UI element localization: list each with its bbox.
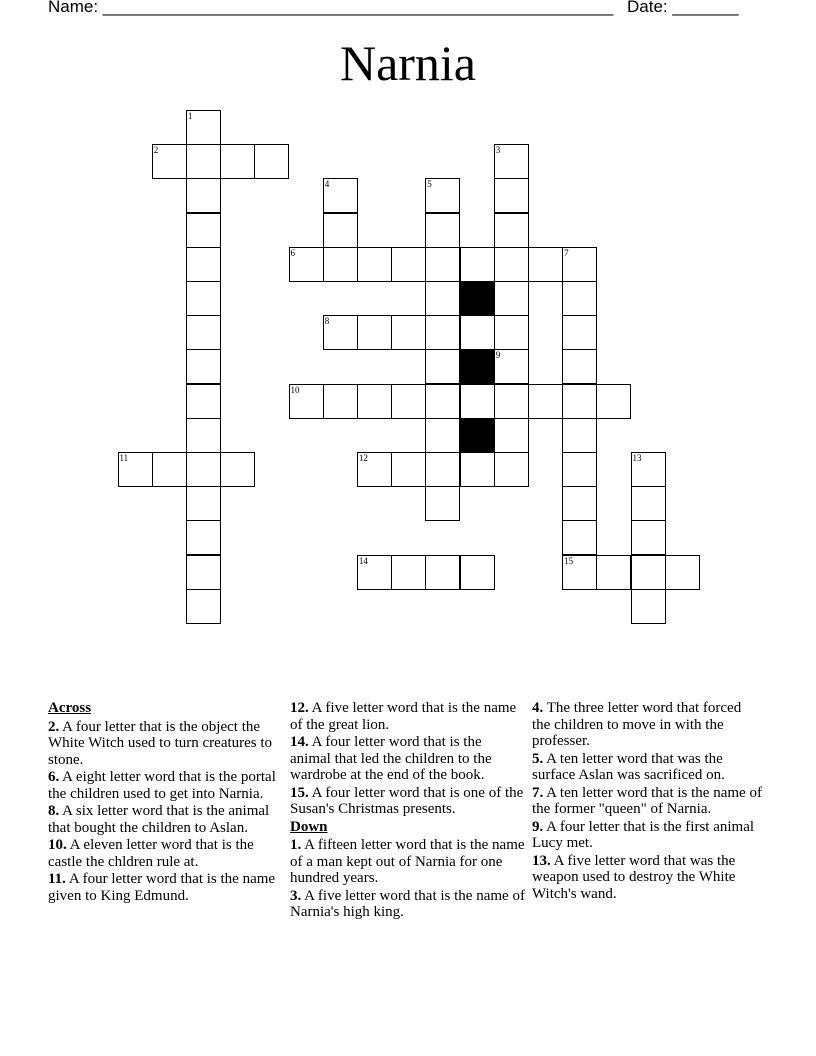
clue-item-text: A five letter word that is the name of the great lion. (290, 700, 517, 733)
grid-cell[interactable] (425, 281, 460, 316)
blocked-cell (460, 281, 495, 316)
grid-cell[interactable] (391, 555, 426, 590)
grid-cell[interactable] (460, 315, 495, 350)
clue-item-text: A five letter word that was the weapon used to destroy the White Witch's wand. (532, 852, 736, 902)
clue-item-number: 13. (532, 852, 551, 869)
clue-number: 14 (358, 555, 368, 566)
grid-cell[interactable] (220, 452, 255, 487)
grid-cell[interactable] (562, 555, 597, 590)
clue-item (48, 769, 283, 802)
grid-cell[interactable] (425, 384, 460, 419)
grid-cell[interactable] (425, 247, 460, 282)
grid-cell[interactable] (494, 281, 529, 316)
clue-item-number: 4. (532, 700, 544, 716)
clue-item-number: 7. (532, 784, 544, 801)
grid-cell[interactable] (186, 144, 221, 179)
clue-item-number: 9. (532, 818, 544, 835)
clue-item-text: A ten letter word that is the name of the former "queen" of Narnia. (532, 784, 762, 817)
grid-cell[interactable] (596, 384, 631, 419)
clue-item (290, 734, 525, 784)
clues-column-3 (532, 700, 762, 903)
clue-item (48, 719, 283, 769)
grid-cell[interactable] (391, 315, 426, 350)
across-clue-list (48, 719, 283, 905)
grid-cell[interactable] (528, 384, 563, 419)
grid-cell[interactable] (460, 555, 495, 590)
clue-item-text: A four letter word that is the animal that led the children to the wardrobe at the end of the book. (290, 734, 492, 783)
clue-number: 6 (290, 247, 295, 258)
clue-item-number: 8. (48, 803, 60, 819)
clue-number: 12 (358, 453, 368, 463)
clues-column-1 (48, 700, 283, 905)
grid-cell[interactable] (631, 486, 666, 521)
clue-item-text: A four letter that is the first animal Lucy met. (532, 818, 755, 851)
down-clue-list-continued (532, 700, 762, 902)
grid-cell[interactable] (391, 452, 426, 487)
clue-item-number: 6. (48, 769, 60, 785)
across-clue-list-continued (290, 700, 525, 818)
clue-number: 2 (153, 145, 159, 156)
clue-item-number: 2. (48, 718, 60, 735)
grid-cell[interactable] (186, 247, 221, 282)
grid-cell[interactable] (425, 315, 460, 350)
grid-cell[interactable] (186, 281, 221, 316)
clue-item-text: A four letter word that is one of the Susan's Christmas presents. (290, 784, 524, 817)
grid-cell[interactable] (494, 384, 529, 419)
grid-cell[interactable] (289, 247, 324, 282)
clue-item (290, 888, 525, 921)
clue-number: 4 (324, 179, 330, 190)
grid-cell[interactable] (186, 178, 221, 213)
grid-cell[interactable] (357, 452, 392, 487)
grid-cell[interactable] (425, 178, 460, 213)
grid-cell[interactable] (357, 247, 392, 282)
grid-cell[interactable] (425, 418, 460, 453)
grid-cell[interactable] (562, 384, 597, 419)
grid-cell[interactable] (425, 452, 460, 487)
grid-cell[interactable] (562, 349, 597, 384)
grid-cell[interactable] (494, 452, 529, 487)
clue-number: 13 (632, 453, 642, 463)
clue-item-number: 15. (290, 784, 309, 801)
clue-number: 9 (495, 350, 501, 361)
grid-cell[interactable] (391, 247, 426, 282)
grid-cell[interactable] (596, 555, 631, 590)
clue-number: 15 (564, 555, 574, 566)
grid-cell[interactable] (631, 555, 666, 590)
grid-cell[interactable] (323, 247, 358, 282)
clue-item-number: 11. (48, 871, 66, 887)
clue-number: 10 (290, 384, 300, 395)
grid-cell[interactable] (186, 452, 221, 487)
grid-cell[interactable] (494, 178, 529, 213)
clue-item (532, 819, 762, 852)
down-clue-list (290, 837, 525, 921)
grid-cell[interactable] (186, 520, 221, 555)
grid-cell[interactable] (460, 247, 495, 282)
grid-cell[interactable] (425, 555, 460, 590)
clue-item-number: 5. (532, 750, 544, 767)
clue-item-text: A five letter word that is the name of Narnia's high king. (290, 887, 525, 920)
grid-cell[interactable] (152, 144, 187, 179)
grid-cell[interactable] (254, 144, 289, 179)
date-field-label: Date: _______ (627, 0, 739, 16)
clue-item-number: 12. (290, 700, 309, 716)
clue-number: 11 (119, 453, 129, 463)
grid-cell[interactable] (186, 315, 221, 350)
clue-item-number: 1. (290, 837, 302, 853)
grid-cell[interactable] (323, 213, 358, 248)
grid-cell[interactable] (357, 384, 392, 419)
grid-cell[interactable] (289, 384, 324, 419)
clue-item (48, 803, 283, 836)
grid-cell[interactable] (357, 555, 392, 590)
grid-cell[interactable] (186, 384, 221, 419)
across-heading: Across (48, 700, 92, 716)
grid-cell[interactable] (494, 349, 529, 384)
grid-cell[interactable] (631, 520, 666, 555)
grid-cell[interactable] (460, 452, 495, 487)
grid-cell[interactable] (562, 247, 597, 282)
grid-cell[interactable] (494, 247, 529, 282)
grid-cell[interactable] (152, 452, 187, 487)
grid-cell[interactable] (494, 418, 529, 453)
grid-cell[interactable] (425, 349, 460, 384)
grid-cell[interactable] (391, 384, 426, 419)
clue-item (532, 751, 762, 784)
grid-cell[interactable] (562, 315, 597, 350)
grid-cell[interactable] (186, 486, 221, 521)
grid-cell[interactable] (186, 110, 221, 145)
clue-item (532, 700, 762, 750)
clues-column-2 (290, 700, 525, 922)
grid-cell[interactable] (494, 144, 529, 179)
grid-cell[interactable] (186, 213, 221, 248)
clue-number: 3 (495, 145, 501, 156)
grid-cell[interactable] (425, 213, 460, 248)
clue-item-text: A ten letter word that was the surface Aslan was sacrificed on. (532, 750, 725, 783)
grid-cell[interactable] (186, 349, 221, 384)
clue-item (48, 837, 283, 870)
grid-cell[interactable] (631, 589, 666, 624)
grid-cell[interactable] (665, 555, 700, 590)
grid-cell[interactable] (220, 144, 255, 179)
grid-cell[interactable] (357, 315, 392, 350)
grid-cell[interactable] (494, 213, 529, 248)
clue-item-text: A four letter word that is the name given to King Edmund. (48, 871, 276, 904)
clue-item (48, 871, 283, 904)
grid-cell[interactable] (323, 384, 358, 419)
clue-number: 5 (427, 179, 432, 190)
blocked-cell (460, 349, 495, 384)
grid-cell[interactable] (631, 452, 666, 487)
clue-item (290, 700, 525, 733)
clue-item-text: A six letter word that is the animal that bought the children to Aslan. (48, 803, 270, 836)
clue-item (532, 853, 762, 903)
grid-cell[interactable] (186, 555, 221, 590)
clue-item-number: 10. (48, 837, 67, 853)
blocked-cell (460, 418, 495, 453)
clue-item-number: 14. (290, 734, 309, 750)
clue-item-text: A four letter that is the object the White Witch used to turn creatures to stone. (48, 718, 273, 768)
grid-cell[interactable] (118, 452, 153, 487)
grid-cell[interactable] (186, 589, 221, 624)
clue-item-text: A fifteen letter word that is the name of a man kept out of Narnia for one hundred years. (290, 837, 525, 886)
clue-item (290, 837, 525, 887)
grid-cell[interactable] (528, 247, 563, 282)
page-title: Narnia (339, 35, 477, 91)
grid-cell[interactable] (460, 384, 495, 419)
clue-item (290, 785, 525, 818)
grid-cell[interactable] (323, 315, 358, 350)
grid-cell[interactable] (562, 452, 597, 487)
down-heading: Down (290, 818, 328, 835)
clue-item-text: A eight letter word that is the portal the children used to get into Narnia. (48, 769, 276, 802)
grid-cell[interactable] (425, 486, 460, 521)
name-field-label: Name: ______________________________________________________ (48, 0, 614, 16)
grid-cell[interactable] (562, 486, 597, 521)
clue-number: 8 (324, 316, 330, 327)
clue-number: 7 (564, 247, 569, 258)
grid-cell[interactable] (562, 281, 597, 316)
clue-item-text: The three letter word that forced the children to move in with the professer. (532, 700, 742, 749)
grid-cell[interactable] (323, 178, 358, 213)
clue-number: 1 (187, 111, 193, 121)
grid-cell[interactable] (562, 418, 597, 453)
clue-item-text: A eleven letter word that is the castle the chldren rule at. (48, 837, 254, 870)
grid-cell[interactable] (562, 520, 597, 555)
grid-cell[interactable] (186, 418, 221, 453)
clue-item-number: 3. (290, 887, 302, 904)
grid-cell[interactable] (494, 315, 529, 350)
clue-item (532, 785, 762, 818)
